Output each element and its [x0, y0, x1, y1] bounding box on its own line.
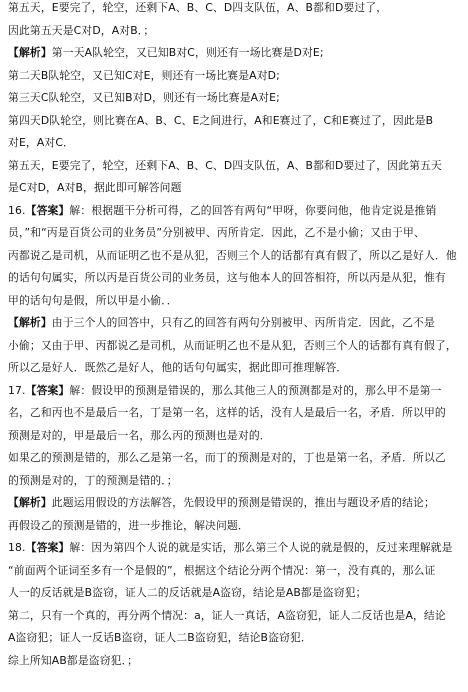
text-line [8, 290, 462, 313]
text-line [8, 627, 462, 650]
text-line [8, 357, 462, 380]
line-text: 解：假设甲的预测是错误的，那么其他三人的预测都是对的，那么甲不是第一 [69, 383, 442, 397]
section-tag: 【答案】 [25, 203, 70, 217]
line-text: 因此第五天是C对D，A对B．； [8, 23, 155, 37]
line-text: 第二，只有一个真的，再分两个情况：a，证人一真话，A盗窃犯，证人二反话也是A，结论 [8, 608, 446, 622]
text-line [8, 155, 462, 178]
line-text: 如果乙的预测是错的，那么乙是第一名，而丁的预测是对的，丁也是第一名，矛盾．所以乙 [8, 451, 446, 464]
section-tag: 【解析】 [8, 316, 52, 329]
line-text: 甲的话句句是假，所以甲是小偷．． [8, 293, 178, 307]
question-number: 17. [8, 383, 26, 397]
line-text: 此题运用假设的方法解答，先假设甲的预测是错误的，推出与题设矛盾的结论； [51, 496, 435, 509]
text-line [8, 470, 462, 493]
line-text: 小偷；又由于甲、丙都说乙是司机，从而证明乙也不是从犯，否则三个人的话都有真有假了， [8, 338, 457, 352]
line-text: 再假设乙的预测是错的，进一步推论，解决问题． [8, 518, 249, 532]
text-line [8, 200, 462, 223]
section-tag: 【解析】 [8, 496, 52, 509]
line-text: 名，乙和丙也不是最后一名，丁是第一名，这样的话，没有人是最后一名，矛盾．所以甲的 [8, 406, 446, 419]
text-line [8, 650, 462, 673]
text-line [8, 110, 462, 133]
line-text: 由于三个人的回答中，只有乙的回答有两句分别被甲、丙所肯定．因此，乙不是 [51, 316, 435, 329]
text-line [8, 582, 462, 605]
text-line [8, 605, 462, 628]
line-text: 第五天，E要完了，轮空，还剩下A、B、C、D四支队伍，A、B都和D要过了，因此第五天 [8, 158, 442, 172]
line-text: 丙都说乙是司机，从而证明乙也不是从犯，否则三个人的话都有真有假了，所以乙是好人．他 [8, 248, 457, 262]
section-tag: 【答案】 [25, 541, 70, 554]
text-line [8, 380, 462, 403]
text-line [8, 267, 462, 290]
line-text: 解：根据题干分析可得，乙的回答有两句“甲呀，你要问他，他肯定说是推销 [69, 203, 437, 217]
line-text: 对E，A对C． [8, 136, 74, 149]
line-text: 的预测是对的，丁的预测是错的．； [8, 473, 178, 487]
text-line [8, 222, 462, 245]
line-text: A盗窃犯；证人一反话B盗窃，证人二B盗窃犯，结论B盗窃犯． [8, 631, 312, 644]
text-line [8, 447, 462, 470]
text-line [8, 42, 462, 65]
line-text: 预测是对的，甲是最后一名，那么丙的预测也是对的． [8, 428, 271, 442]
text-line [8, 177, 462, 200]
line-text: 是C对D，A对B，据此即可解答问题 [8, 181, 182, 194]
line-text: 所以乙是好人．既然乙是好人，他的话句句属实，据此即可推理解答． [8, 361, 348, 374]
line-text: 第二天B队轮空，又已知C对E，则还有一场比赛是A对D; [8, 68, 280, 82]
text-line [8, 0, 462, 20]
text-line [8, 132, 462, 155]
text-line [8, 492, 462, 515]
text-line [8, 312, 462, 335]
question-number: 18. [8, 541, 26, 554]
text-line [8, 537, 462, 560]
line-text: 员，”和“丙是百货公司的业务员”分别被甲、丙所肯定．因此，乙不是小偷；又由于甲、 [8, 226, 425, 239]
line-text: 人一的反话就是B盗窃，证人二的反话就是A盗窃，结论是AB都是盗窃犯； [8, 586, 367, 599]
text-line [8, 560, 462, 583]
line-text: 第五天，E要完了，轮空，还剩下A、B、C、D四支队伍，A、B都和D要过了， [8, 1, 388, 14]
text-line [8, 20, 462, 43]
line-text: 解：因为第四个人说的就是实话，那么第三个人说的就是假的，反过来理解就是 [69, 541, 453, 554]
line-text: 第三天C队轮空，又已知B对D，则还有一场比赛是A对E; [8, 91, 280, 104]
question-number: 16. [8, 203, 26, 217]
line-text: 第一天A队轮空，又已知B对C，则还有一场比赛是D对E; [51, 46, 324, 59]
text-line [8, 425, 462, 448]
text-line [8, 65, 462, 88]
line-text: 综上所知AB都是盗窃犯．； [8, 653, 139, 667]
section-tag: 【解析】 [8, 46, 52, 59]
text-line [8, 87, 462, 110]
line-text: 第四天D队轮空，则比赛在A、B、C、E之间进行，A和E赛过了，C和E赛过了，因此是B [8, 113, 434, 127]
text-line [8, 335, 462, 358]
text-line [8, 402, 462, 425]
line-text: 的话句句属实，所以丙是百货公司的业务员，这与他本人的回答相符，所以丙是从犯，惟有 [8, 271, 446, 284]
text-line [8, 515, 462, 538]
text-line [8, 245, 462, 268]
line-text: “前面两个证词至多有一个是假的”，根据这个结论分两个情况：第一，没有真的，那么证 [8, 563, 436, 577]
section-tag: 【答案】 [25, 383, 70, 397]
